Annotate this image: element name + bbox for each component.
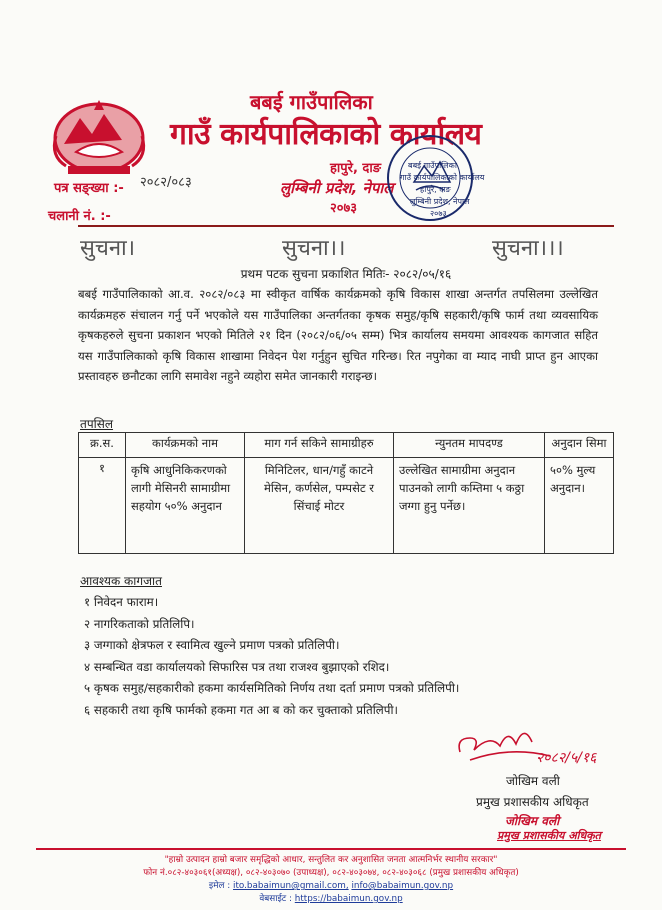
dispatch-number-label: चलानी नं. :- xyxy=(48,209,111,224)
notice-body: बबई गाउँपालिकाको आ.व. २०८२/०८३ मा स्वीकृत वार्षिक कार्यक्रमको कृषि विकास शाखा अन्तर्गत तपसिलमा उल्लेखित कार्यक्रमहरु संचालन गर्नु पर्ने भएकोले यस गाउँपालिका अन्तर्गतका कृषक समुह/कृषि सहकारी/कृषि फार्म तथा व्यवसायिक कृषकहरुले सुचना प्रकाशन भएको मितिले २१ दिन (२०८२/०६/०५ सम्म) भित्र कार्यालय समयमा आवश्यक कागजात सहित यस गाउँपालिकाको कृषि विकास शाखामा निवेदन पेश गर्नुहुन सुचित गरिन्छ। रित नपुगेका वा म्याद नाघी प्राप्त हुन आएका प्रस्तावहरु छनौटका लागि समावेश नहुने व्यहोरा समेत जानकारी गराइन्छ। xyxy=(78,287,598,383)
seal-line-4: लुम्बिनी प्रदेश, नेपाल xyxy=(410,197,470,206)
documents-title: आवश्यक कागजात xyxy=(80,574,162,588)
cell-materials: मिनिटिलर, धान/गहुँ काटने मेसिन, कर्णसेल, पम्पसेट र सिंचाई मोटर xyxy=(245,458,394,554)
table-caption: तपसिल xyxy=(80,417,114,431)
footer-rule xyxy=(36,848,626,850)
col-header-subsidy: अनुदान सिमा xyxy=(545,433,614,458)
col-header-materials: माग गर्न सकिने सामाग्रीहरु xyxy=(245,433,394,458)
office-location: हापुरे, दाङ xyxy=(330,161,381,176)
footer-phones: फोन नं.०८२-४०३०६१(अध्यक्ष), ०८२-४०३०७० (उपाध्यक्ष), ०८२-४०३०७४, ०८२-४०३०६८ (प्रमुख प्रशासकीय अधिकृत) xyxy=(143,868,519,878)
notice-top-rule xyxy=(78,225,614,227)
title-stamp: प्रमुख प्रशासकीय अधिकृत xyxy=(497,829,601,842)
footer-slogan: "हाम्रो उत्पादन हाम्रो बजार समृद्धिको आधार, सन्तुलित कर अनुशासित जनता आत्मनिर्भर स्थानीय सरकार" xyxy=(164,855,498,865)
list-item: १ निवेदन फाराम। xyxy=(84,595,159,609)
programme-table xyxy=(78,432,614,554)
footer-website xyxy=(0,892,662,904)
list-item: ४ सम्बन्धित वडा कार्यालयको सिफारिस पत्र तथा राजश्व बुझाएको रशिद। xyxy=(84,659,390,674)
signatory-name: जोखिम वली xyxy=(506,774,560,788)
cell-programme: कृषि आधुनिकिकरणको लागी मेसिनरी सामाग्रीमा सहयोग ५०% अनुदान xyxy=(126,458,245,554)
col-header-sn: क्र.स. xyxy=(79,433,126,458)
col-header-criteria: न्युनतम मापदण्ड xyxy=(394,433,545,458)
footer-email-label: इमेल : xyxy=(208,881,231,891)
handwritten-date: २०८२/५/१६ xyxy=(536,750,597,766)
nepal-emblem-logo xyxy=(46,96,152,178)
cell-subsidy: ५०% मुल्य अनुदान। xyxy=(545,458,614,554)
list-item: ६ सहकारी तथा कृषि फार्मको हकमा गत आ ब को कर चुक्ताको प्रतिलिपी। xyxy=(84,702,399,717)
seal-line-2: गाउँ कार्यपालिकाको कार्यालय xyxy=(400,173,485,182)
province-name: लुम्बिनी प्रदेश, नेपाल xyxy=(280,179,394,197)
footer-email-link-1[interactable]: ito.babaimun@gmail.com, xyxy=(233,881,349,891)
established-year: २०७३ xyxy=(330,201,358,216)
cell-criteria: उल्लेखित सामाग्रीमा अनुदान पाउनको लागी कम्तिमा ५ कठ्ठा जग्गा हुनु पर्नेछ। xyxy=(394,458,545,554)
table-header-row xyxy=(79,433,614,458)
notice-heading-middle: सुचना।। xyxy=(282,236,346,261)
seal-line-3: हापुरे, दाङ xyxy=(420,185,451,194)
ref-number-value: २०८२/०८३ xyxy=(140,175,192,190)
seal-line-5: २०७३ xyxy=(430,209,447,218)
notice-heading-right: सुचना।।। xyxy=(492,236,564,261)
col-header-programme: कार्यक्रमको नाम xyxy=(126,433,245,458)
list-item: ५ कृषक समुह/सहकारीको हकमा कार्यसमितिको निर्णय तथा दर्ता प्रमाण पत्रको प्रतिलिपी। xyxy=(84,681,460,695)
footer-email-link-2[interactable]: info@babaimun.gov.np xyxy=(351,881,454,891)
name-stamp: जोखिम वली xyxy=(505,814,560,828)
cell-sn: १ xyxy=(79,458,126,554)
office-title: गाउँ कार्यपालिकाको कार्यालय xyxy=(170,117,482,152)
documents-list xyxy=(84,592,459,721)
list-item: २ नागरिकताको प्रतिलिपि। xyxy=(84,616,195,631)
signatory-title: प्रमुख प्रशासकीय अधिकृत xyxy=(476,795,589,809)
footer-website-label: वेबसाईट : xyxy=(259,894,292,904)
notice-heading-left: सुचना। xyxy=(80,236,136,261)
footer-website-link[interactable]: https://babaimun.gov.np xyxy=(294,894,403,904)
footer-email xyxy=(0,879,662,891)
ref-number-label: पत्र सङ्ख्या :- xyxy=(54,181,124,196)
municipality-name: बबई गाउँपालिका xyxy=(250,90,373,114)
seal-line-1: बबई गाउँपालिका xyxy=(408,161,457,170)
table-row xyxy=(79,458,614,554)
published-date-line: प्रथम पटक सुचना प्रकाशित मितिः- २०८२/०५/१६ xyxy=(240,267,452,281)
list-item: ३ जग्गाको क्षेत्रफल र स्वामित्व खुल्ने प्रमाण पत्रको प्रतिलिपी। xyxy=(84,638,340,652)
